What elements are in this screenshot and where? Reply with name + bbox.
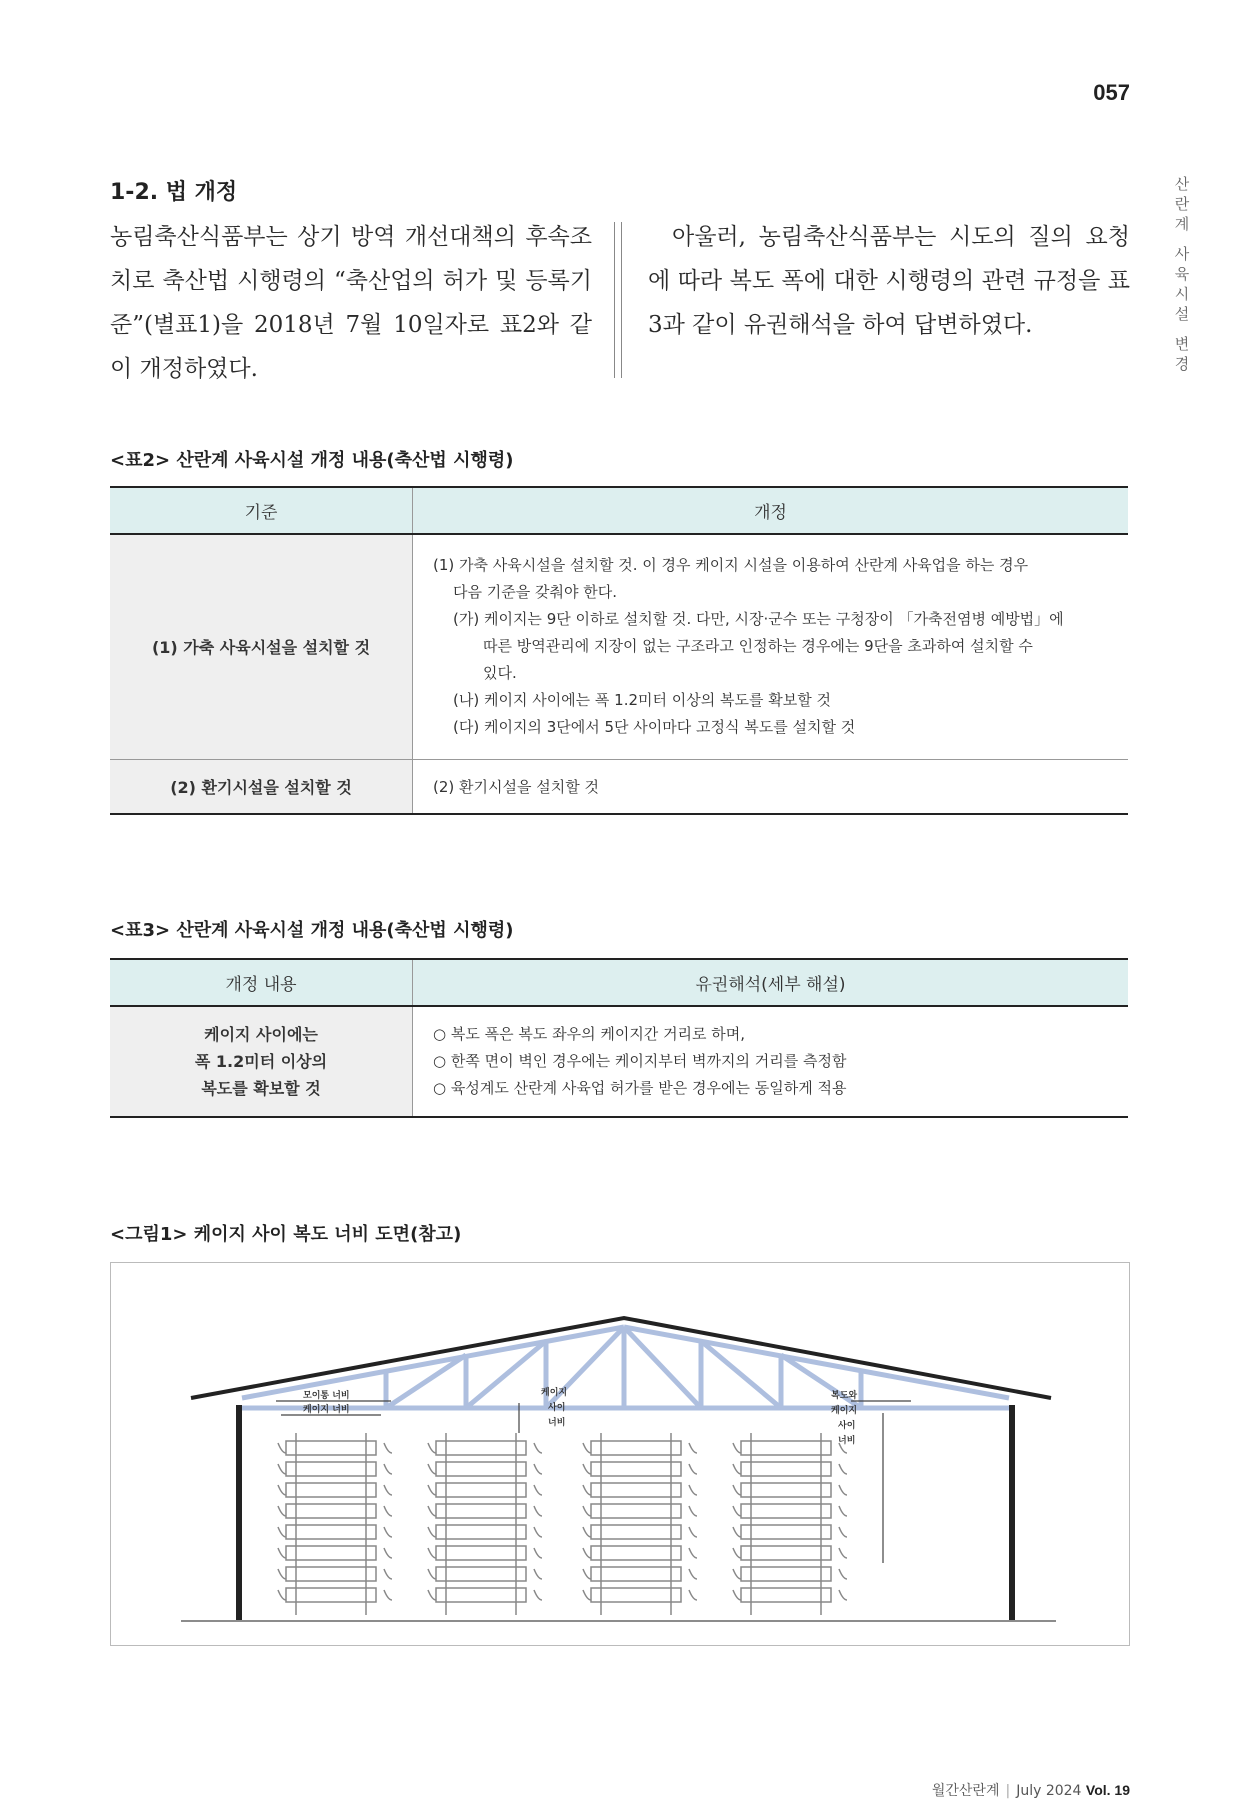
table-row — [110, 759, 1128, 814]
content-line: 케이지 사이에는 — [204, 1025, 318, 1044]
table2-caption: <표2> 산란계 사육시설 개정 내용(축산법 시행령) — [110, 450, 514, 471]
table2 — [110, 486, 1128, 815]
footer: 월간산란계 | July 2024 Vol. 19 — [931, 1782, 1130, 1799]
feeder-trough — [428, 1485, 436, 1495]
cage-tier — [591, 1483, 681, 1497]
feeder-trough — [278, 1443, 286, 1453]
cage-tier — [591, 1588, 681, 1602]
label-cage-width: 케이지 너비 — [303, 1405, 350, 1415]
cage-tier — [741, 1567, 831, 1581]
feeder-trough — [733, 1569, 741, 1579]
table2-row2-revision: (2) 환기시설을 설치할 것 — [413, 759, 1129, 814]
feeder-trough — [428, 1548, 436, 1558]
footer-date: July 2024 — [1016, 1783, 1082, 1799]
table2-row2-criteria: (2) 환기시설을 설치할 것 — [110, 759, 413, 814]
revision-line: (1) 가축 사육시설을 설치할 것. 이 경우 케이지 시설을 이용하여 산란계 사육업을 하는 경우 — [433, 556, 1029, 575]
revision-line: (가) 케이지는 9단 이하로 설치할 것. 다만, 시장·군수 또는 구청장이 「가축전염병 예방법」에 — [453, 610, 1064, 629]
interpretation-line: ○ 육성계도 산란계 사육업 허가를 받은 경우에는 동일하게 적용 — [433, 1079, 847, 1097]
cage-tier — [286, 1504, 376, 1518]
table-row — [110, 1006, 1128, 1117]
cage-stacks — [278, 1433, 847, 1615]
feeder-trough — [534, 1590, 542, 1600]
feeder-trough — [384, 1464, 392, 1474]
feeder-trough — [534, 1443, 542, 1453]
cage-tier — [741, 1441, 831, 1455]
feeder-trough — [278, 1527, 286, 1537]
barn-cross-section-diagram — [111, 1263, 1129, 1645]
feeder-trough — [384, 1590, 392, 1600]
cage-tier — [741, 1462, 831, 1476]
column-divider — [614, 222, 622, 378]
revision-line: 다음 기준을 갖춰야 한다. — [453, 583, 617, 602]
feeder-trough — [839, 1506, 847, 1516]
feeder-trough — [534, 1506, 542, 1516]
feeder-trough — [428, 1443, 436, 1453]
feeder-trough — [583, 1443, 591, 1453]
interpretation-line: ○ 한쪽 면이 벽인 경우에는 케이지부터 벽까지의 거리를 측정함 — [433, 1052, 847, 1070]
feeder-trough — [428, 1569, 436, 1579]
label-wall-4: 너비 — [838, 1436, 856, 1446]
side-section-label — [1168, 174, 1196, 374]
feeder-trough — [839, 1464, 847, 1474]
cage-tier — [286, 1462, 376, 1476]
feeder-trough — [583, 1590, 591, 1600]
content-line: 복도를 확보할 것 — [201, 1079, 321, 1098]
cage-tier — [286, 1441, 376, 1455]
interpretation-line: ○ 복도 폭은 복도 좌우의 케이지간 거리로 하며, — [433, 1025, 746, 1043]
right-wall — [1009, 1405, 1015, 1620]
side-char: 산 — [1174, 175, 1190, 193]
feeder-trough — [733, 1590, 741, 1600]
side-char: 사 — [1174, 245, 1190, 263]
content-line: 폭 1.2미터 이상의 — [194, 1052, 328, 1071]
cage-tier — [436, 1525, 526, 1539]
cage-tier — [591, 1441, 681, 1455]
cage-tier — [286, 1525, 376, 1539]
label-wall-2: 케이지 — [831, 1406, 858, 1416]
cage-tier — [741, 1588, 831, 1602]
table3-header-interpretation: 유권해석(세부 해설) — [413, 959, 1129, 1006]
feeder-trough — [534, 1548, 542, 1558]
revision-line: 있다. — [483, 664, 517, 683]
feeder-trough — [278, 1590, 286, 1600]
feeder-trough — [278, 1485, 286, 1495]
side-char: 경 — [1174, 355, 1190, 373]
feeder-trough — [839, 1485, 847, 1495]
feeder-trough — [583, 1464, 591, 1474]
feeder-trough — [428, 1590, 436, 1600]
cage-tier — [591, 1546, 681, 1560]
feeder-trough — [689, 1506, 697, 1516]
feeder-trough — [534, 1485, 542, 1495]
feeder-trough — [384, 1506, 392, 1516]
cage-tier — [436, 1588, 526, 1602]
cage-tier — [741, 1525, 831, 1539]
feeder-trough — [733, 1527, 741, 1537]
table3 — [110, 958, 1128, 1118]
cage-tier — [436, 1567, 526, 1581]
feeder-trough — [583, 1485, 591, 1495]
cage-tier — [741, 1504, 831, 1518]
page-number: 057 — [1093, 80, 1130, 105]
cage-tier — [741, 1483, 831, 1497]
feeder-trough — [839, 1548, 847, 1558]
label-wall-1: 복도와 — [831, 1391, 858, 1401]
figure1-caption: <그림1> 케이지 사이 복도 너비 도면(참고) — [110, 1224, 462, 1245]
cage-tier — [591, 1525, 681, 1539]
side-char: 변 — [1174, 335, 1190, 353]
feeder-trough — [689, 1443, 697, 1453]
feeder-trough — [278, 1506, 286, 1516]
feeder-trough — [534, 1464, 542, 1474]
table2-header-revision: 개정 — [413, 487, 1129, 534]
cage-tier — [591, 1567, 681, 1581]
side-char: 설 — [1174, 305, 1190, 323]
side-char: 시 — [1174, 285, 1190, 303]
feeder-trough — [689, 1485, 697, 1495]
cage-tier — [436, 1483, 526, 1497]
feeder-trough — [583, 1527, 591, 1537]
cage-tier — [741, 1546, 831, 1560]
footer-volume: Vol. 19 — [1085, 1782, 1130, 1798]
body-paragraph-right: 아울러, 농림축산식품부는 시도의 질의 요청에 따라 복도 폭에 대한 시행령의 관련 규정을 표3과 같이 유권해석을 하여 답변하였다. — [648, 224, 1130, 338]
table3-row-interpretation — [413, 1006, 1129, 1117]
cage-tier — [436, 1504, 526, 1518]
feeder-trough — [733, 1485, 741, 1495]
table3-header-content: 개정 내용 — [110, 959, 413, 1006]
side-char: 육 — [1174, 265, 1190, 283]
feeder-trough — [428, 1506, 436, 1516]
feeder-trough — [583, 1548, 591, 1558]
side-char: 란 — [1174, 195, 1190, 213]
feeder-trough — [534, 1527, 542, 1537]
feeder-trough — [384, 1569, 392, 1579]
cage-tier — [286, 1567, 376, 1581]
cage-tier — [591, 1504, 681, 1518]
label-feeder-width: 모이통 너비 — [303, 1391, 350, 1401]
revision-line: (다) 케이지의 3단에서 5단 사이마다 고정식 복도를 설치할 것 — [453, 718, 856, 737]
figure1-frame — [110, 1262, 1130, 1646]
cage-tier — [591, 1462, 681, 1476]
body-paragraph-left: 농림축산식품부는 상기 방역 개선대책의 후속조치로 축산법 시행령의 “축산업의 허가 및 등록기준”(별표1)을 2018년 7월 10일자로 표2와 같이 개정하였다. — [110, 224, 592, 382]
revision-line: 따른 방역관리에 지장이 없는 구조라고 인정하는 경우에는 9단을 초과하여 설치할 수 — [483, 637, 1033, 656]
side-char: 계 — [1174, 215, 1190, 233]
label-wall-3: 사이 — [838, 1421, 856, 1431]
table-row — [110, 534, 1128, 759]
table3-row-content — [110, 1006, 413, 1117]
table2-row1-criteria: (1) 가축 사육시설을 설치할 것 — [110, 534, 413, 759]
cage-tier — [286, 1546, 376, 1560]
feeder-trough — [689, 1464, 697, 1474]
cage-tier — [436, 1546, 526, 1560]
feeder-trough — [384, 1527, 392, 1537]
table2-row1-revision — [413, 534, 1129, 759]
cage-tier — [436, 1462, 526, 1476]
feeder-trough — [384, 1485, 392, 1495]
section-heading: 1-2. 법 개정 — [110, 180, 238, 205]
feeder-trough — [733, 1506, 741, 1516]
feeder-trough — [384, 1548, 392, 1558]
cage-tier — [286, 1483, 376, 1497]
feeder-trough — [689, 1569, 697, 1579]
feeder-trough — [278, 1464, 286, 1474]
cage-tier — [286, 1588, 376, 1602]
feeder-trough — [733, 1464, 741, 1474]
feeder-trough — [839, 1527, 847, 1537]
feeder-trough — [839, 1569, 847, 1579]
revision-line: (나) 케이지 사이에는 폭 1.2미터 이상의 복도를 확보할 것 — [453, 691, 831, 710]
feeder-trough — [278, 1548, 286, 1558]
feeder-trough — [733, 1548, 741, 1558]
footer-magazine: 월간산란계 — [931, 1783, 1000, 1799]
feeder-trough — [278, 1569, 286, 1579]
feeder-trough — [428, 1527, 436, 1537]
table3-caption: <표3> 산란계 사육시설 개정 내용(축산법 시행령) — [110, 920, 514, 941]
feeder-trough — [733, 1443, 741, 1453]
feeder-trough — [689, 1548, 697, 1558]
label-between-2: 사이 — [548, 1403, 566, 1413]
cage-tier — [436, 1441, 526, 1455]
feeder-trough — [689, 1527, 697, 1537]
feeder-trough — [583, 1506, 591, 1516]
label-between-1: 케이지 — [541, 1388, 568, 1398]
feeder-trough — [428, 1464, 436, 1474]
feeder-trough — [534, 1569, 542, 1579]
feeder-trough — [839, 1590, 847, 1600]
table2-header-criteria: 기준 — [110, 487, 413, 534]
left-wall — [236, 1405, 242, 1620]
feeder-trough — [689, 1590, 697, 1600]
label-between-3: 너비 — [548, 1418, 566, 1428]
feeder-trough — [384, 1443, 392, 1453]
feeder-trough — [583, 1569, 591, 1579]
